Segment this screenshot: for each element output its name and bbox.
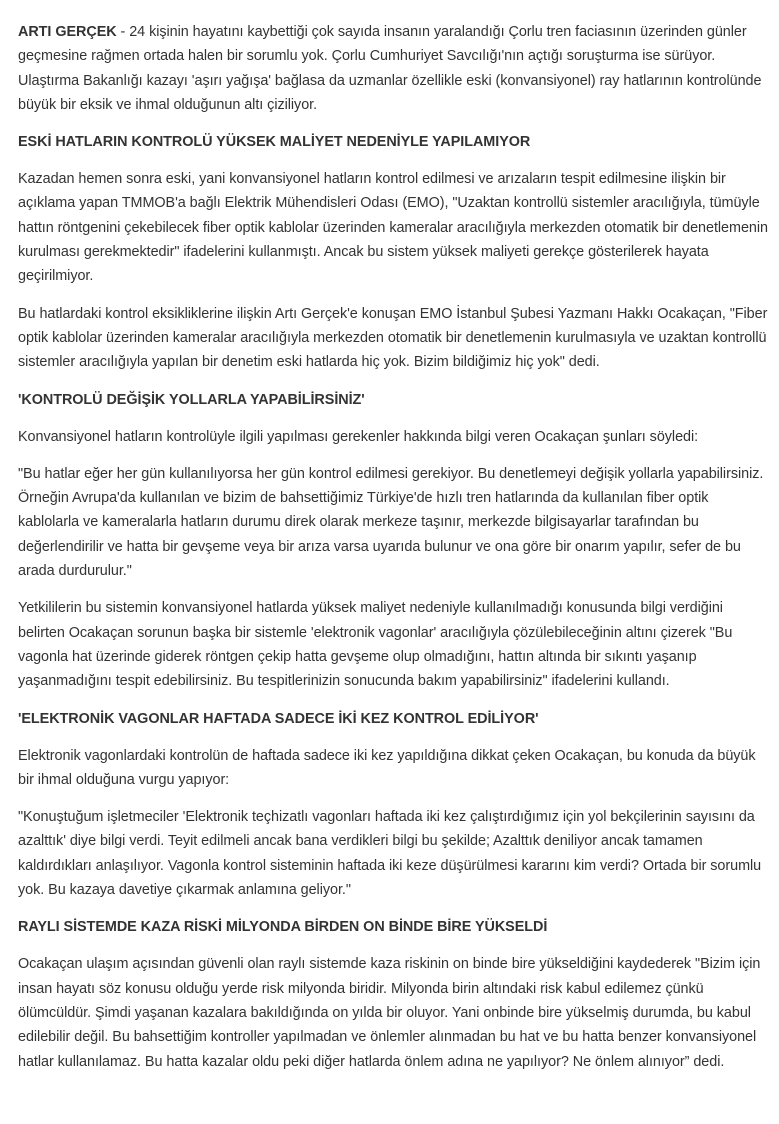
body-paragraph: Elektronik vagonlardaki kontrolün de haftada sadece iki kez yapıldığına dikkat çeken Ocakaçan, bu konuda da büyük bir ihmal olduğuna vurgu yapıyor: [18, 747, 756, 788]
quote-paragraph: "Bu hatlar eğer her gün kullanılıyorsa her gün kontrol edilmesi gerekiyor. Bu denetlemeyi değişik yollarla yapabilirsiniz. Örneğin Avrupa'da kullanılan ve bizim de bahsettiğimiz Türkiye'de hızlı tren hatlarında da kullanılan fiber optik kablolarla ve kameralarla hatların durumu direk olarak merkeze taşınır, merkezde bilgisayarlar tarafından bu değerlendirilir ve hatta bir gevşeme veya bir arıza varsa uyarıda bulunur ve ona göre bir onarım yapılır, sefer de bu arada durdurulur." [18, 465, 764, 580]
quote-paragraph: "Konuştuğum işletmeciler 'Elektronik teçhizatlı vagonları haftada iki kez çalıştırdığımız için yol bekçilerinin sayısını da azalttık' diye bilgi verdi. Teyit edilmeli ancak bana verdikleri bilgi bu şekilde; Azalttık deniliyor ancak tamamen kaldırdıkları anlaşılıyor. Vagonla kontrol sisteminin haftada iki keze düşürülmesi kararını kim verdi? Ortada bir sorumlu yok. Bu kazaya davetiye çıkarmak anlamına geliyor." [18, 809, 762, 899]
section-heading: ESKİ HATLARIN KONTROLÜ YÜKSEK MALİYET NEDENİYLE YAPILAMIYOR [18, 134, 531, 151]
section-heading: 'KONTROLÜ DEĞİŞİK YOLLARLA YAPABİLİRSİNİZ' [18, 391, 365, 408]
body-paragraph: Bu hatlardaki kontrol eksikliklerine ilişkin Artı Gerçek'e konuşan EMO İstanbul Şubesi Yazmanı Hakkı Ocakaçan, "Fiber optik kablolar üzerinden kameralar aracılığıyla merkezden otomatik bir denetlemenin kurulmasıyla ve uzaktan kontrollü sistemler aracılığıyla yapılan bir denetim eski hatlarda hiç yok. Bizim bildiğimiz hiç yok" dedi. [18, 305, 768, 371]
body-paragraph: Konvansiyonel hatların kontrolüyle ilgili yapılması gerekenler hakkında bilgi veren Ocakaçan şunları söyledi: [18, 428, 699, 445]
lead-paragraph [18, 20, 769, 117]
body-paragraph: Yetkililerin bu sistemin konvansiyonel hatlarda yüksek maliyet nedeniyle kullanılmadığı konusunda bilgi verdiğini belirten Ocakaçan sorunun başka bir sistemle 'elektronik vagonlar' aracılığıyla çözülebileceğinin altını çizerek "Bu vagonla hat üzerinde giderek röntgen çekip hatta gevşeme olup olmadığını, hattın altında bir sıkıntı yaşanıp yaşanmadığını tespit edebilirsiniz. Bu tespitlerinizin sonucunda bakım yapabilirsiniz" ifadelerini kullandı. [18, 600, 733, 690]
body-paragraph: Ocakaçan ulaşım açısından güvenli olan raylı sistemde kaza riskinin on binde bire yükseldiğini kaydederek "Bizim için insan hayatı söz konusu olduğu yerde risk milyonda biridir. Milyonda birin altındaki risk kabul edilemez çünkü ölümcüldür. Şimdi yaşanan kazalara bakıldığında on yılda bir oluyor. Yani onbinde bire yükselmiş durumda, bu kabul edilebilir değil. Bu bahsettiğim kontroller yapılmadan ve önlemler alınmadan bu hat ve bu hatta benzer konvansiyonel hatlar kullanılamaz. Bu hatta kazalar oldu peki diğer hatlarda önlem adına ne yapılıyor? Ne önlem alınıyor” dedi. [18, 956, 761, 1070]
source-label: ARTI GERÇEK [18, 24, 117, 40]
section-heading: 'ELEKTRONİK VAGONLAR HAFTADA SADECE İKİ KEZ KONTROL EDİLİYOR' [18, 710, 539, 727]
lead-text: - 24 kişinin hayatını kaybettiği çok sayıda insanın yaralandığı Çorlu tren faciasının üzerinden günler geçmesine rağmen ortada halen bir sorumlu yok. Çorlu Cumhuriyet Savcılığı'nın açtığı soruşturma ise sürüyor. Ulaştırma Bakanlığı kazayı 'aşırı yağışa' bağlasa da uzmanlar özellikle eski (konvansiyonel) ray hatlarının kontrolünde büyük bir eksik ve ihmal olduğunun altı çiziliyor. [18, 24, 762, 113]
section-heading: RAYLI SİSTEMDE KAZA RİSKİ MİLYONDA BİRDEN ON BİNDE BİRE YÜKSELDİ [18, 919, 548, 936]
body-paragraph: Kazadan hemen sonra eski, yani konvansiyonel hatların kontrol edilmesi ve arızaların tespit edilmesine ilişkin bir açıklama yapan TMMOB'a bağlı Elektrik Mühendisleri Odası (EMO), "Uzaktan kontrollü sistemler aracılığıyla, tümüyle hattın röntgenini çekebilecek fiber optik kablolar üzerinden kameralar aracılığıyla merkezden otomatik bir denetlemenin kurulması gerekmektedir" ifadelerini kullanmıştı. Ancak bu sistem yüksek maliyeti gerekçe gösterilerek hayata geçirilmiyor. [18, 171, 768, 285]
